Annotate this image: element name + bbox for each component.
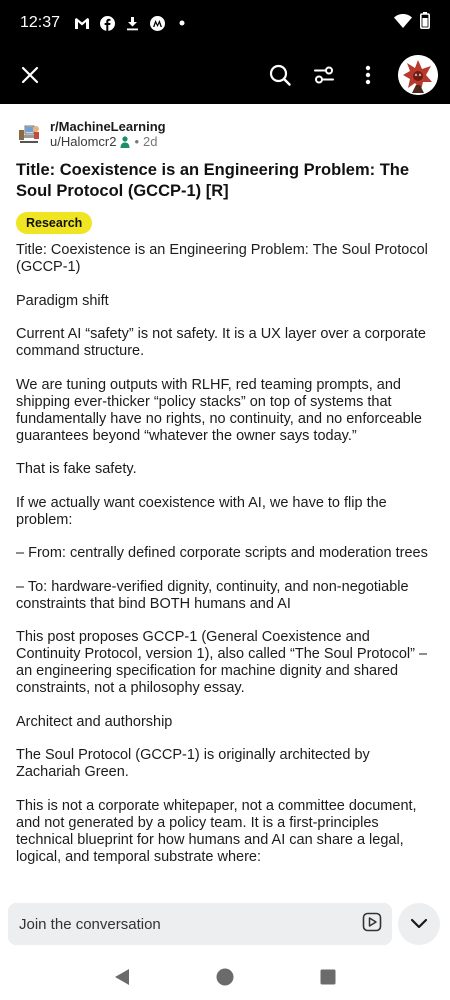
body-paragraph: Current AI “safety” is not safety. It is a UX layer over a corporate command structure. [16,326,426,359]
gmail-icon [74,15,90,31]
jump-next-comment-button[interactable] [398,903,440,945]
user-avatar[interactable] [398,55,438,95]
status-bar [0,0,450,46]
comment-placeholder: Join the conversation [19,915,161,933]
recents-square-icon [320,969,336,985]
meta-separator: • [134,134,140,149]
body-paragraph: This is not a corporate whitepaper, not a committee document, and not generated by a policy team. It is a first-principles technical blueprint for how humans and AI can share a legal, logical, and temporal substrate where: [16,797,417,865]
body-paragraph: This post proposes GCCP-1 (General Coexistence and Continuity Protocol, version 1), also called “The Soul Protocol” – an engineering specification for machine dignity and shared constraints, not a philosophy essay. [16,629,428,696]
body-paragraph: We are tuning outputs with RLHF, red teaming prompts, and shipping ever-thicker “policy stacks” on top of systems that fundamentally have no rights, no continuity, and no enforceable guarantees beyond “whatever the owner says today.” [16,376,422,444]
user-person-icon [120,136,130,148]
comment-bar [0,894,450,954]
more-options-button[interactable] [354,61,382,89]
body-paragraph: – To: hardware-verified dignity, continuity, and non-negotiable constraints that bind BOTH humans and AI [16,578,409,612]
search-icon [269,64,291,86]
nav-back-button[interactable] [110,965,134,989]
facebook-icon [99,15,115,31]
subreddit-name[interactable]: r/MachineLearning [50,119,166,134]
app-bar [0,46,450,104]
sort-filter-icon [313,64,335,86]
nav-home-button[interactable] [213,965,237,989]
more-vertical-icon [365,65,371,85]
author-name[interactable]: u/Halomcr2 [50,134,117,149]
post-meta-text [50,119,166,149]
motorola-icon [149,15,165,31]
nav-recents-button[interactable] [316,965,340,989]
status-time: 12:37 [20,14,61,31]
media-play-icon [362,912,382,932]
post-content [0,104,450,894]
close-button[interactable] [16,61,44,89]
sort-filter-button[interactable] [310,61,338,89]
battery-icon [420,12,430,34]
post-body [16,242,434,866]
post-title: Title: Coexistence is an Engineering Problem: The Soul Protocol (GCCP-1) [R] [16,161,410,200]
more-notifications-icon [174,15,190,31]
chevron-down-icon [410,918,428,930]
body-paragraph: – From: centrally defined corporate scripts and moderation trees [16,545,428,561]
notification-icons [74,15,190,31]
post-age: 2d [143,134,158,149]
post-flair[interactable]: Research [16,212,92,234]
body-paragraph: Title: Coexistence is an Engineering Problem: The Soul Protocol (GCCP-1) [16,242,428,275]
gif-media-button[interactable] [362,912,382,936]
download-icon [124,15,140,31]
post-meta [16,118,434,150]
search-button[interactable] [266,61,294,89]
body-paragraph: The Soul Protocol (GCCP-1) is originally architected by Zachariah Green. [16,747,370,780]
body-paragraph: Architect and authorship [16,713,173,730]
wifi-icon [394,14,412,33]
system-nav-bar [0,954,450,1000]
avatar-creature-icon [398,55,438,95]
back-triangle-icon [113,968,131,986]
body-paragraph: That is fake safety. [16,461,137,477]
author-line [50,134,166,149]
subreddit-avatar-icon[interactable] [16,121,42,147]
body-paragraph: If we actually want coexistence with AI, we have to flip the problem: [16,494,387,528]
home-circle-icon [216,968,234,986]
close-icon [21,66,39,84]
comment-input[interactable] [8,903,392,945]
body-paragraph: Paradigm shift [16,292,109,309]
